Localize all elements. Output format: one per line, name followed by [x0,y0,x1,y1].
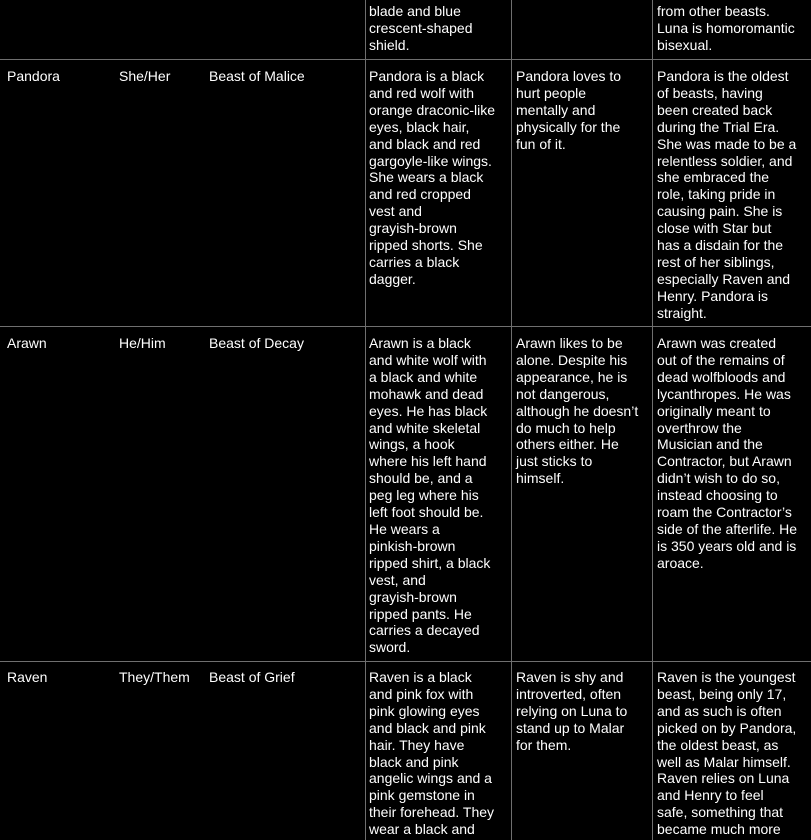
personality-cell: Pandora loves to hurt people mentally and physically for the fun of it. [516,68,622,152]
history-cell: Arawn was created out of the remains of dead wolfbloods and lycanthropes. He was originally meant to overthrow the Musician and the Contractor, but Arawn didn’t wish to do so, instead choosing to roam the Contractor’s side of the afterlife. He is 350 years old and is aroace. [657,335,798,571]
appearance-cell: Pandora is a black and red wolf with orange draconic-like eyes, black hair, and black and red gargoyle-like wings. She wears a black and red cropped vest and grayish-brown ripped shorts. She carries a black dagger. [369,68,496,287]
history-cell: Pandora is the oldest of beasts, having been created back during the Trial Era. She was made to be a relentless soldier, and she embraced the role, taking pride in causing pain. She is close with Star but has a disdain for the rest of her siblings, especially Raven and Henry. Pandora is straight. [657,68,797,321]
personality-cell: Raven is shy and introverted, often relying on Luna to stand up to Malar for them. [516,669,628,753]
row-divider [0,326,811,327]
column-divider [511,0,512,840]
partial-appearance-cell: blade and blue crescent-shaped shield. [369,3,473,53]
name-cell: Pandora [7,68,60,84]
name-cell: Arawn [7,335,47,351]
partial-history-cell: from other beasts. Luna is homoromantic bisexual. [657,3,795,53]
name-cell: Raven [7,669,48,685]
title-cell: Beast of Grief [209,669,295,685]
appearance-cell: Raven is a black and pink fox with pink glowing eyes and black and pink hair. They have black and pink angelic wings and a pink gemstone in their forehead. They wear a black and [369,669,495,838]
column-divider [365,0,366,840]
row-divider [0,59,811,60]
personality-cell: Arawn likes to be alone. Despite his appearance, he is not dangerous, although he doesn’t do much to help others either. He just sticks to himself. [516,335,639,487]
history-cell: Raven is the youngest beast, being only 17, and as such is often picked on by Pandora, the oldest beast, as well as Malar himself. Raven relies on Luna and Henry to feel safe, something that became much more [657,669,797,838]
row-divider [0,661,811,662]
title-cell: Beast of Malice [209,68,305,84]
column-divider [652,0,653,840]
pronouns-cell: They/Them [119,669,190,685]
appearance-cell: Arawn is a black and white wolf with a black and white mohawk and dead eyes. He has black and white skeletal wings, a hook where his left hand should be, and a peg leg where his left foot should be. He wears a pinkish-brown ripped shirt, a black vest, and grayish-brown ripped pants. He carries a decayed sword. [369,335,491,656]
title-cell: Beast of Decay [209,335,304,351]
pronouns-cell: She/Her [119,68,171,84]
pronouns-cell: He/Him [119,335,166,351]
